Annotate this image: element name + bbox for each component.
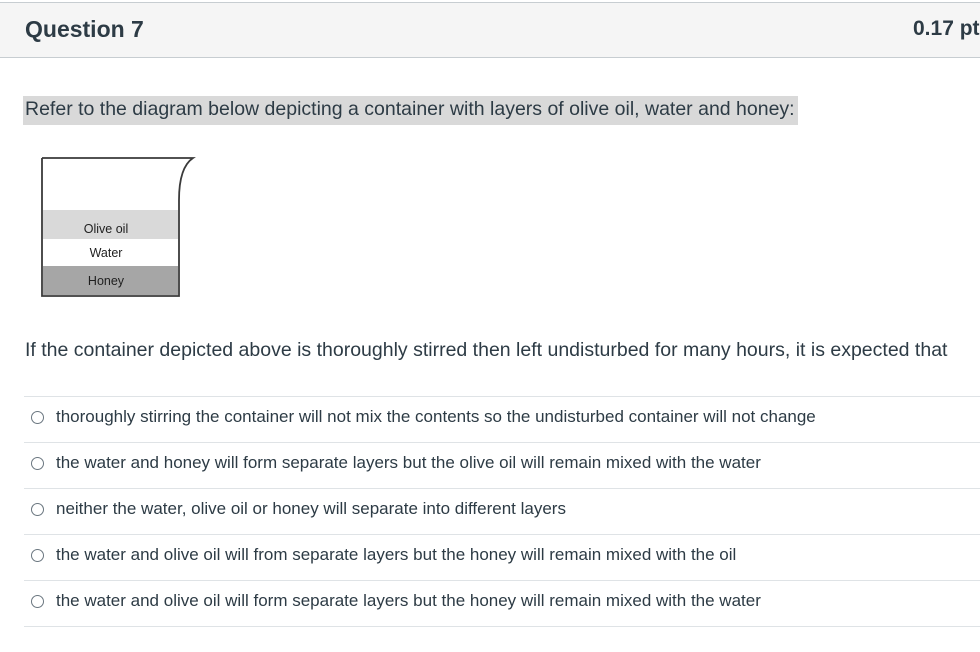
olive-oil-label: Olive oil — [83, 222, 129, 236]
question-points: 0.17 pt — [913, 17, 980, 40]
radio-button[interactable] — [31, 503, 44, 516]
water-label: Water — [89, 246, 123, 260]
answer-label[interactable]: the water and olive oil will from separate layers but the honey will remain mixed with the oil — [56, 545, 737, 564]
radio-button[interactable] — [31, 457, 44, 470]
answer-option[interactable] — [24, 443, 980, 489]
answer-label[interactable]: the water and olive oil will form separate layers but the honey will remain mixed with the water — [56, 591, 761, 610]
answer-list — [24, 396, 980, 627]
answer-option[interactable] — [24, 581, 980, 627]
answer-option[interactable] — [24, 397, 980, 443]
question-header — [0, 2, 980, 58]
answer-label[interactable]: neither the water, olive oil or honey will separate into different layers — [56, 499, 566, 518]
radio-button[interactable] — [31, 549, 44, 562]
answer-option[interactable] — [24, 535, 980, 581]
container-diagram — [38, 150, 198, 300]
question-text: If the container depicted above is thoroughly stirred then left undisturbed for many hours, it is expected that — [25, 339, 948, 361]
radio-button[interactable] — [31, 595, 44, 608]
question-title: Question 7 — [25, 16, 144, 42]
honey-label: Honey — [87, 274, 125, 288]
answer-option[interactable] — [24, 489, 980, 535]
question-prompt: Refer to the diagram below depicting a container with layers of olive oil, water and honey: — [23, 96, 798, 125]
answer-label[interactable]: thoroughly stirring the container will not mix the contents so the undisturbed container will not change — [56, 407, 816, 426]
radio-button[interactable] — [31, 411, 44, 424]
answer-label[interactable]: the water and honey will form separate layers but the olive oil will remain mixed with the water — [56, 453, 761, 472]
